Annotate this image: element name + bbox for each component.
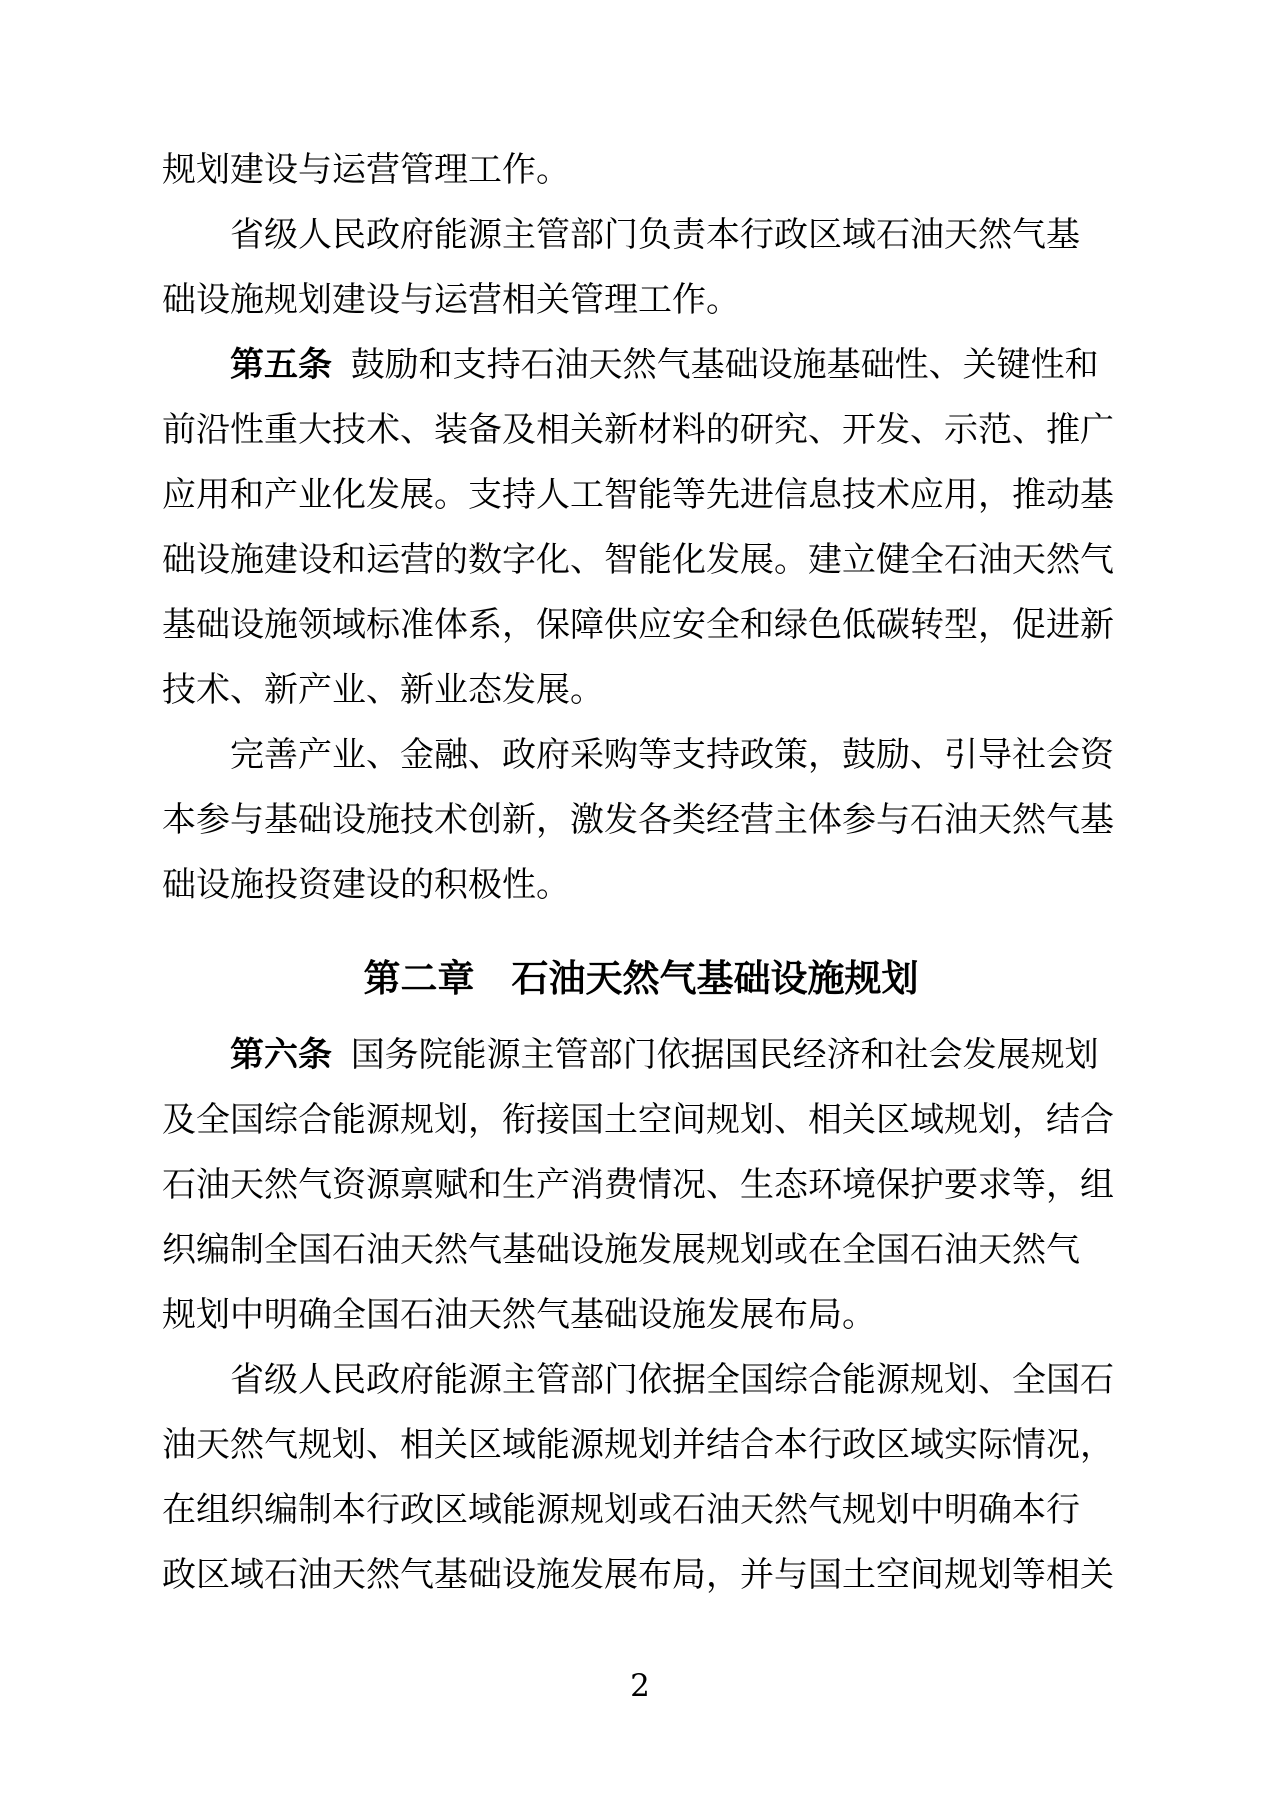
text-line xyxy=(162,788,1120,853)
line-text: 础设施规划建设与运营相关管理工作。 xyxy=(162,280,740,320)
line-text: 国务院能源主管部门依据国民经济和社会发展规划 xyxy=(350,1035,1099,1075)
text-line xyxy=(162,1153,1120,1218)
line-text: 规划建设与运营管理工作。 xyxy=(162,150,570,190)
line-text: 石油天然气资源禀赋和生产消费情况、生态环境保护要求等，组 xyxy=(162,1165,1114,1205)
text-line xyxy=(162,1348,1120,1413)
text-line xyxy=(162,1283,1120,1348)
text-line xyxy=(162,268,1120,333)
line-text: 基础设施领域标准体系，保障供应安全和绿色低碳转型，促进新 xyxy=(162,605,1114,645)
text-line xyxy=(162,1543,1120,1608)
text-line xyxy=(162,658,1120,723)
text-line xyxy=(162,1478,1120,1543)
text-line xyxy=(162,203,1120,268)
text-line xyxy=(162,593,1120,658)
article-number-label: 第六条 xyxy=(230,1035,332,1075)
line-text: 础设施建设和运营的数字化、智能化发展。建立健全石油天然气 xyxy=(162,540,1114,580)
line-text: 完善产业、金融、政府采购等支持政策，鼓励、引导社会资 xyxy=(230,735,1114,775)
text-line xyxy=(162,463,1120,528)
text-line xyxy=(162,1413,1120,1478)
text-line xyxy=(162,1023,1120,1088)
text-line xyxy=(162,723,1120,788)
page-number: 2 xyxy=(630,1668,650,1704)
text-line xyxy=(162,1218,1120,1283)
line-text: 省级人民政府能源主管部门依据全国综合能源规划、全国石 xyxy=(230,1360,1114,1400)
line-text: 应用和产业化发展。支持人工智能等先进信息技术应用，推动基 xyxy=(162,475,1114,515)
line-text: 前沿性重大技术、装备及相关新材料的研究、开发、示范、推广 xyxy=(162,410,1114,450)
line-text: 及全国综合能源规划，衔接国土空间规划、相关区域规划，结合 xyxy=(162,1100,1114,1140)
chapter-heading: 第二章 石油天然气基础设施规划 xyxy=(363,956,919,1000)
line-text: 规划中明确全国石油天然气基础设施发展布局。 xyxy=(162,1295,876,1335)
article-number-label: 第五条 xyxy=(230,345,332,385)
line-text: 本参与基础设施技术创新，激发各类经营主体参与石油天然气基 xyxy=(162,800,1114,840)
line-text: 础设施投资建设的积极性。 xyxy=(162,865,570,905)
line-text: 技术、新产业、新业态发展。 xyxy=(162,670,604,710)
text-line xyxy=(162,528,1120,593)
text-line xyxy=(162,1088,1120,1153)
text-line xyxy=(162,398,1120,463)
line-text: 鼓励和支持石油天然气基础设施基础性、关键性和 xyxy=(350,345,1099,385)
text-line xyxy=(162,333,1120,398)
line-text: 织编制全国石油天然气基础设施发展规划或在全国石油天然气 xyxy=(162,1230,1080,1270)
line-text: 在组织编制本行政区域能源规划或石油天然气规划中明确本行 xyxy=(162,1490,1080,1530)
text-line xyxy=(162,138,1120,203)
line-text: 省级人民政府能源主管部门负责本行政区域石油天然气基 xyxy=(230,215,1080,255)
text-line xyxy=(162,853,1120,918)
document-content xyxy=(162,138,1120,1608)
line-text: 政区域石油天然气基础设施发展布局，并与国土空间规划等相关 xyxy=(162,1555,1114,1595)
line-text: 油天然气规划、相关区域能源规划并结合本行政区域实际情况， xyxy=(162,1425,1114,1465)
